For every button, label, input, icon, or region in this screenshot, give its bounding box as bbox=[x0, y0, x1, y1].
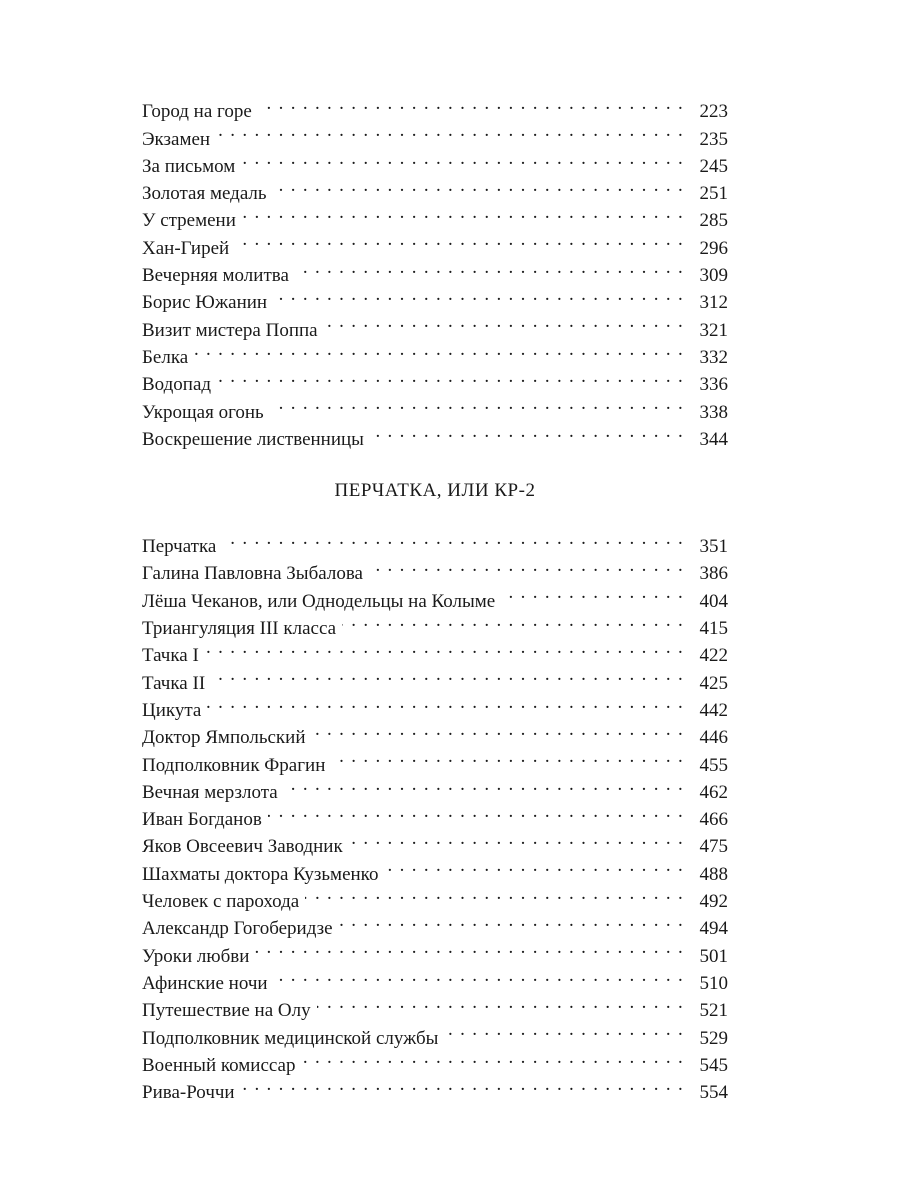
toc-entry-title: Афинские ночи bbox=[142, 972, 268, 994]
toc-entry-title: Иван Богданов bbox=[142, 809, 262, 831]
toc-entry-page: 455 bbox=[699, 754, 728, 776]
toc-entry-page: 492 bbox=[699, 891, 728, 913]
toc-entry[interactable] bbox=[142, 525, 728, 558]
toc-entry-title: Яков Овсеевич Заводник bbox=[142, 836, 343, 858]
dot-leader bbox=[444, 1016, 684, 1043]
toc-entry[interactable] bbox=[142, 336, 728, 368]
toc-entry-title: Шахматы доктора Кузьменко bbox=[142, 863, 379, 885]
toc-entry-title: Триангуляция III класса bbox=[142, 618, 337, 640]
toc-entry-title: За письмом bbox=[142, 155, 236, 177]
toc-entry-title: У стремени bbox=[142, 210, 236, 232]
toc-entry-page: 446 bbox=[699, 727, 728, 749]
toc-list-part1 bbox=[142, 90, 728, 450]
toc-entry-title: Золотая медаль bbox=[142, 183, 267, 205]
toc-entry-title: Военный комиссар bbox=[142, 1054, 296, 1076]
toc-entry[interactable] bbox=[142, 145, 728, 177]
toc-entry-title: Борис Южанин bbox=[142, 292, 268, 314]
toc-entry-page: 521 bbox=[699, 1000, 728, 1022]
dot-leader bbox=[301, 1044, 684, 1071]
toc-entry-page: 336 bbox=[699, 374, 728, 396]
toc-entry[interactable] bbox=[142, 390, 728, 423]
toc-entry-page: 442 bbox=[699, 699, 728, 721]
dot-leader bbox=[241, 145, 684, 172]
dot-leader bbox=[339, 907, 684, 934]
dot-leader bbox=[235, 226, 684, 253]
dot-leader bbox=[216, 117, 684, 144]
dot-leader bbox=[501, 579, 684, 606]
dot-leader bbox=[255, 934, 684, 961]
toc-entry-page: 321 bbox=[699, 319, 728, 341]
dot-leader bbox=[194, 336, 684, 363]
toc-entry-title: Уроки любви bbox=[142, 945, 250, 967]
toc-entry-title: Укрощая огонь bbox=[142, 401, 264, 423]
toc-entry-title: Воскрешение лиственницы bbox=[142, 428, 364, 450]
toc-entry-title: Доктор Ямпольский bbox=[142, 727, 306, 749]
dot-leader bbox=[242, 199, 684, 226]
toc-entry-page: 386 bbox=[699, 563, 728, 585]
toc-entry-page: 415 bbox=[699, 618, 728, 640]
toc-entry-title: Хан-Гирей bbox=[142, 237, 230, 259]
dot-leader bbox=[305, 880, 684, 907]
dot-leader bbox=[274, 962, 684, 989]
toc-entry-title: Галина Павловна Зыбалова bbox=[142, 563, 363, 585]
toc-entry-page: 338 bbox=[699, 401, 728, 423]
toc-entry-page: 462 bbox=[699, 781, 728, 803]
dot-leader bbox=[342, 607, 684, 634]
table-of-contents bbox=[142, 90, 728, 1104]
toc-entry-page: 501 bbox=[699, 945, 728, 967]
dot-leader bbox=[241, 1071, 684, 1098]
dot-leader bbox=[273, 281, 684, 308]
toc-entry-title: Подполковник Фрагин bbox=[142, 754, 326, 776]
toc-entry-title: Подполковник медицинской службы bbox=[142, 1027, 439, 1049]
section-heading: ПЕРЧАТКА, ИЛИ КР-2 bbox=[334, 479, 536, 501]
toc-entry-title: Визит мистера Поппа bbox=[142, 319, 318, 341]
toc-entry-page: 488 bbox=[699, 863, 728, 885]
toc-entry-page: 285 bbox=[699, 210, 728, 232]
toc-list-part2 bbox=[142, 525, 728, 1104]
dot-leader bbox=[331, 743, 684, 770]
dot-leader bbox=[217, 363, 684, 390]
toc-entry[interactable] bbox=[142, 689, 728, 721]
dot-leader bbox=[270, 390, 684, 417]
toc-entry-page: 475 bbox=[699, 836, 728, 858]
toc-entry-page: 332 bbox=[699, 346, 728, 368]
toc-entry-title: Человек с парохода bbox=[142, 891, 300, 913]
toc-entry-title: Путешествие на Олу bbox=[142, 1000, 311, 1022]
dot-leader bbox=[258, 90, 684, 117]
toc-entry-page: 309 bbox=[699, 265, 728, 287]
dot-leader bbox=[273, 172, 684, 199]
dot-leader bbox=[324, 308, 684, 335]
toc-entry-title: Экзамен bbox=[142, 128, 211, 150]
toc-entry-title: Цикута bbox=[142, 699, 202, 721]
toc-entry-title: Белка bbox=[142, 346, 189, 368]
dot-leader bbox=[349, 825, 684, 852]
toc-entry-page: 425 bbox=[699, 672, 728, 694]
toc-entry-title: Перчатка bbox=[142, 536, 217, 558]
toc-entry[interactable] bbox=[142, 90, 728, 123]
dot-leader bbox=[205, 634, 684, 661]
toc-entry[interactable] bbox=[142, 634, 728, 667]
toc-entry-title: Водопад bbox=[142, 374, 212, 396]
dot-leader bbox=[268, 798, 684, 825]
dot-leader bbox=[222, 525, 684, 552]
toc-entry-title: Город на горе bbox=[142, 101, 252, 123]
toc-entry-title: Рива-Роччи bbox=[142, 1082, 235, 1104]
toc-entry-page: 312 bbox=[699, 292, 728, 314]
toc-entry-title: Тачка II bbox=[142, 672, 206, 694]
toc-entry-title: Тачка I bbox=[142, 645, 199, 667]
toc-entry-page: 223 bbox=[699, 101, 728, 123]
dot-leader bbox=[211, 661, 684, 688]
dot-leader bbox=[284, 771, 684, 798]
toc-entry-page: 251 bbox=[699, 183, 728, 205]
toc-entry-page: 404 bbox=[699, 590, 728, 612]
toc-entry-page: 554 bbox=[699, 1082, 728, 1104]
toc-entry[interactable] bbox=[142, 716, 728, 749]
toc-entry-page: 422 bbox=[699, 645, 728, 667]
toc-entry-page: 351 bbox=[699, 536, 728, 558]
toc-entry-page: 296 bbox=[699, 237, 728, 259]
toc-entry-page: 510 bbox=[699, 972, 728, 994]
toc-entry[interactable] bbox=[142, 363, 728, 396]
dot-leader bbox=[295, 254, 684, 281]
toc-entry-page: 545 bbox=[699, 1054, 728, 1076]
toc-entry-title: Александр Гогоберидзе bbox=[142, 918, 333, 940]
toc-entry-title: Лёша Чеканов, или Однодельцы на Колыме bbox=[142, 590, 496, 612]
dot-leader bbox=[369, 552, 684, 579]
toc-entry-page: 245 bbox=[699, 155, 728, 177]
toc-entry-page: 494 bbox=[699, 918, 728, 940]
toc-entry[interactable] bbox=[142, 117, 728, 150]
toc-entry-page: 235 bbox=[699, 128, 728, 150]
dot-leader bbox=[317, 989, 684, 1016]
dot-leader bbox=[370, 418, 684, 445]
toc-entry-title: Вечная мерзлота bbox=[142, 781, 278, 803]
toc-entry-page: 529 bbox=[699, 1027, 728, 1049]
toc-entry[interactable] bbox=[142, 661, 728, 694]
dot-leader bbox=[384, 852, 684, 879]
toc-entry[interactable] bbox=[142, 552, 728, 585]
dot-leader bbox=[312, 716, 684, 743]
toc-entry-title: Вечерняя молитва bbox=[142, 265, 289, 287]
toc-entry-page: 466 bbox=[699, 809, 728, 831]
toc-entry-page: 344 bbox=[699, 428, 728, 450]
dot-leader bbox=[207, 689, 684, 716]
